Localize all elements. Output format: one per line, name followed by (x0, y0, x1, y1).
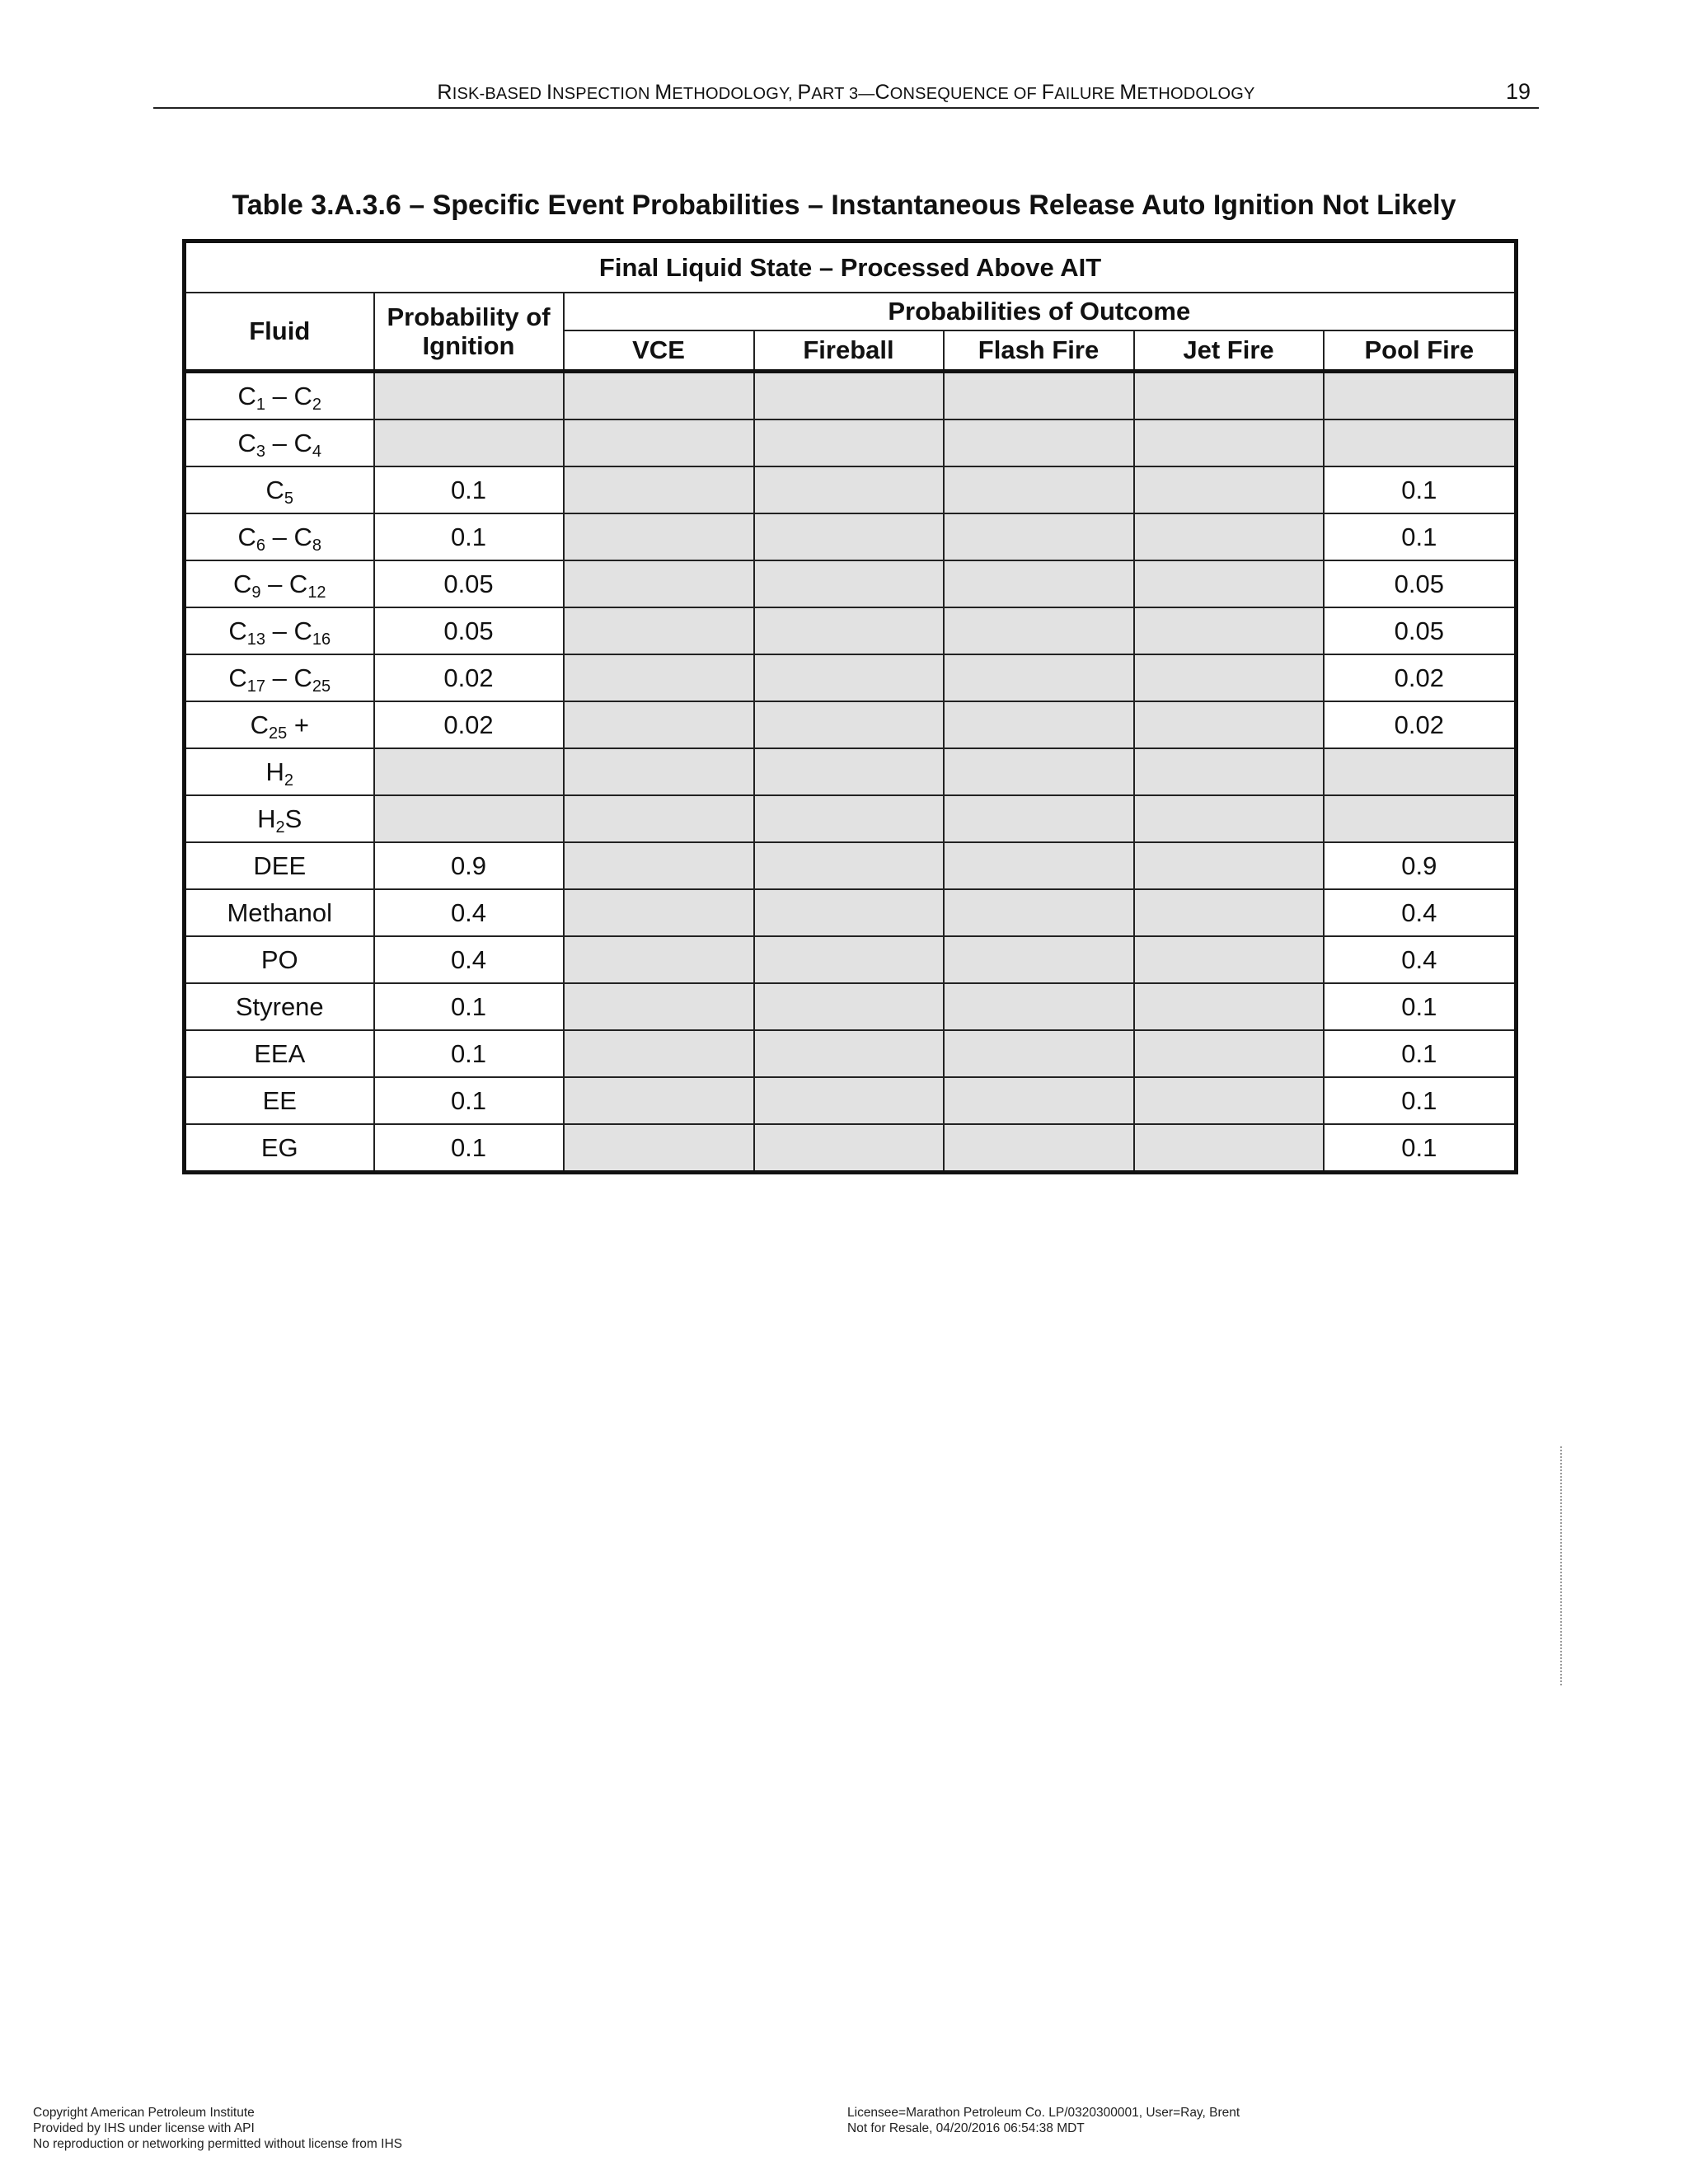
fluid-subscript: 16 (312, 630, 331, 649)
fireball-cell (754, 560, 944, 607)
fluid-subscript: 9 (251, 583, 261, 602)
table-row (185, 1030, 1517, 1077)
ignition-cell: 0.1 (374, 1124, 564, 1173)
jet-fire-cell (1134, 654, 1324, 701)
fluid-cell (185, 701, 374, 748)
flash-fire-cell (944, 372, 1134, 420)
ignition-cell: 0.1 (374, 983, 564, 1030)
fireball-cell (754, 1124, 944, 1173)
fluid-subscript: 13 (246, 630, 266, 649)
jet-fire-cell (1134, 748, 1324, 795)
flash-fire-cell (944, 936, 1134, 983)
title-text: AILURE (1054, 85, 1120, 103)
fluid-name: Methanol (227, 898, 333, 927)
table-row (185, 842, 1517, 889)
vce-cell (564, 889, 754, 936)
vce-cell (564, 513, 754, 560)
footer-line: No reproduction or networking permitted without license from IHS (33, 2137, 402, 2151)
fluid-cell (185, 1124, 374, 1173)
column-header-probability-of-ignition: Probability of Ignition (374, 293, 564, 372)
fluid-separator: – (265, 663, 294, 692)
table-row (185, 983, 1517, 1030)
pool-fire-cell: 0.1 (1324, 513, 1517, 560)
column-header-fireball: Fireball (754, 330, 944, 372)
page-number: 19 (1505, 79, 1531, 104)
fluid-subscript: 6 (256, 536, 266, 555)
flash-fire-cell (944, 466, 1134, 513)
title-initial: C (874, 81, 890, 104)
vce-cell (564, 748, 754, 795)
fireball-cell (754, 513, 944, 560)
title-initial: P (797, 81, 812, 104)
pool-fire-cell: 0.1 (1324, 983, 1517, 1030)
fireball-cell (754, 607, 944, 654)
pool-fire-cell: 0.1 (1324, 466, 1517, 513)
fluid-name: PO (260, 944, 298, 974)
vce-cell (564, 1030, 754, 1077)
title-text: ONSEQUENCE OF (889, 85, 1042, 103)
vce-cell (564, 654, 754, 701)
fluid-subscript: 2 (312, 395, 321, 414)
vce-cell (564, 795, 754, 842)
flash-fire-cell (944, 560, 1134, 607)
pool-fire-cell: 0.9 (1324, 842, 1517, 889)
column-header-pool-fire: Pool Fire (1324, 330, 1517, 372)
fluid-separator: – (265, 428, 294, 457)
jet-fire-cell (1134, 983, 1324, 1030)
pool-fire-cell: 0.4 (1324, 889, 1517, 936)
vce-cell (564, 842, 754, 889)
jet-fire-cell (1134, 1030, 1324, 1077)
probability-table (182, 239, 1518, 1174)
jet-fire-cell (1134, 607, 1324, 654)
fluid-separator: – (265, 616, 294, 645)
fluid-separator: – (260, 569, 289, 598)
jet-fire-cell (1134, 1077, 1324, 1124)
fireball-cell (754, 372, 944, 420)
fluid-subscript: 17 (246, 677, 266, 696)
fireball-cell (754, 701, 944, 748)
vce-cell (564, 983, 754, 1030)
table-row (185, 748, 1517, 795)
ignition-cell (374, 795, 564, 842)
fluid-name: C (237, 428, 256, 457)
flash-fire-cell (944, 748, 1134, 795)
footer-line: Not for Resale, 04/20/2016 06:54:38 MDT (847, 2121, 1085, 2135)
ignition-cell: 0.4 (374, 889, 564, 936)
pool-fire-cell (1324, 795, 1517, 842)
fluid-name: C (250, 710, 269, 739)
jet-fire-cell (1134, 466, 1324, 513)
pool-fire-cell: 0.1 (1324, 1077, 1517, 1124)
title-initial: M (1119, 81, 1137, 104)
title-text: ETHODOLOGY (1137, 85, 1255, 103)
vce-cell (564, 1077, 754, 1124)
pool-fire-cell (1324, 419, 1517, 466)
title-initial: M (654, 81, 673, 104)
column-header-flash-fire: Flash Fire (944, 330, 1134, 372)
title-text: NSPECTION (552, 85, 655, 103)
table-row (185, 513, 1517, 560)
flash-fire-cell (944, 1030, 1134, 1077)
fireball-cell (754, 1030, 944, 1077)
fluid-name: C (237, 381, 256, 410)
fluid-name: C (293, 522, 312, 551)
vce-cell (564, 372, 754, 420)
flash-fire-cell (944, 1077, 1134, 1124)
table-row (185, 372, 1517, 420)
pool-fire-cell: 0.4 (1324, 936, 1517, 983)
fluid-name: C (288, 569, 308, 598)
fluid-name: C (293, 616, 312, 645)
table-row (185, 560, 1517, 607)
fluid-name: C (265, 475, 284, 504)
fluid-cell (185, 372, 374, 420)
running-title (153, 81, 1539, 105)
fluid-name: H (257, 804, 276, 833)
fluid-cell (185, 983, 374, 1030)
ignition-cell: 0.9 (374, 842, 564, 889)
fluid-subscript: 12 (307, 583, 326, 602)
table-row (185, 654, 1517, 701)
fluid-cell (185, 842, 374, 889)
jet-fire-cell (1134, 936, 1324, 983)
ignition-cell: 0.02 (374, 654, 564, 701)
title-initial: I (546, 81, 553, 104)
table-row (185, 936, 1517, 983)
pool-fire-cell: 0.05 (1324, 607, 1517, 654)
footer-line: Copyright American Petroleum Institute (33, 2106, 255, 2120)
fluid-name: C (293, 381, 312, 410)
ignition-cell: 0.1 (374, 466, 564, 513)
fluid-name: C (237, 522, 256, 551)
flash-fire-cell (944, 842, 1134, 889)
ignition-cell: 0.05 (374, 560, 564, 607)
flash-fire-cell (944, 419, 1134, 466)
fluid-subscript: 4 (312, 442, 321, 461)
fluid-suffix: + (287, 710, 309, 739)
fireball-cell (754, 419, 944, 466)
jet-fire-cell (1134, 842, 1324, 889)
fluid-name: DEE (253, 851, 307, 880)
jet-fire-cell (1134, 560, 1324, 607)
title-initial: R (437, 81, 452, 104)
fireball-cell (754, 748, 944, 795)
flash-fire-cell (944, 654, 1134, 701)
jet-fire-cell (1134, 701, 1324, 748)
pool-fire-cell (1324, 372, 1517, 420)
pool-fire-cell (1324, 748, 1517, 795)
table-row (185, 607, 1517, 654)
fluid-suffix: S (284, 804, 302, 833)
fluid-separator: – (265, 381, 294, 410)
vce-cell (564, 419, 754, 466)
fluid-cell (185, 419, 374, 466)
fluid-cell (185, 513, 374, 560)
fluid-cell (185, 1030, 374, 1077)
vce-cell (564, 607, 754, 654)
flash-fire-cell (944, 701, 1134, 748)
fluid-cell (185, 936, 374, 983)
table-row (185, 1077, 1517, 1124)
pool-fire-cell: 0.1 (1324, 1124, 1517, 1173)
jet-fire-cell (1134, 795, 1324, 842)
vce-cell (564, 936, 754, 983)
fireball-cell (754, 795, 944, 842)
group-header: Final Liquid State – Processed Above AIT (185, 241, 1517, 293)
flash-fire-cell (944, 983, 1134, 1030)
column-header-fluid: Fluid (185, 293, 374, 372)
flash-fire-cell (944, 795, 1134, 842)
fluid-cell (185, 466, 374, 513)
jet-fire-cell (1134, 1124, 1324, 1173)
fluid-cell (185, 889, 374, 936)
ignition-cell (374, 372, 564, 420)
ignition-cell: 0.4 (374, 936, 564, 983)
fireball-cell (754, 654, 944, 701)
fluid-subscript: 1 (256, 395, 266, 414)
fluid-name: EEA (254, 1038, 306, 1068)
ignition-cell: 0.1 (374, 1030, 564, 1077)
fluid-cell (185, 1077, 374, 1124)
table-row (185, 889, 1517, 936)
fireball-cell (754, 842, 944, 889)
jet-fire-cell (1134, 513, 1324, 560)
footer-line: Licensee=Marathon Petroleum Co. LP/0320300001, User=Ray, Brent (847, 2106, 1240, 2120)
fluid-cell (185, 748, 374, 795)
vce-cell (564, 466, 754, 513)
fluid-subscript: 2 (275, 818, 285, 837)
fluid-name: C (232, 569, 252, 598)
pool-fire-cell: 0.02 (1324, 654, 1517, 701)
fluid-subscript: 2 (284, 771, 293, 790)
fluid-name: C (293, 663, 312, 692)
table-row (185, 1124, 1517, 1173)
table-row (185, 701, 1517, 748)
fluid-subscript: 8 (312, 536, 321, 555)
fluid-separator: – (265, 522, 294, 551)
column-header-jet-fire: Jet Fire (1134, 330, 1324, 372)
title-text: ART 3— (811, 85, 875, 103)
title-initial: F (1041, 81, 1055, 104)
vce-cell (564, 1124, 754, 1173)
footer-license (847, 2105, 1240, 2136)
table-caption: Table 3.A.3.6 – Specific Event Probabilities – Instantaneous Release Auto Ignition Not Likely (232, 190, 1456, 221)
title-text: ISK-BASED (452, 85, 546, 103)
vce-cell (564, 701, 754, 748)
ignition-cell: 0.1 (374, 1077, 564, 1124)
table-body (185, 372, 1517, 1173)
column-header-vce: VCE (564, 330, 754, 372)
table-row (185, 466, 1517, 513)
ignition-cell: 0.05 (374, 607, 564, 654)
fluid-cell (185, 560, 374, 607)
jet-fire-cell (1134, 889, 1324, 936)
fireball-cell (754, 936, 944, 983)
pool-fire-cell: 0.1 (1324, 1030, 1517, 1077)
ignition-cell (374, 419, 564, 466)
flash-fire-cell (944, 889, 1134, 936)
vce-cell (564, 560, 754, 607)
fireball-cell (754, 1077, 944, 1124)
fireball-cell (754, 983, 944, 1030)
fluid-name: H (265, 757, 284, 786)
pool-fire-cell: 0.05 (1324, 560, 1517, 607)
jet-fire-cell (1134, 419, 1324, 466)
flash-fire-cell (944, 607, 1134, 654)
margin-marker (1560, 1446, 1565, 1685)
ignition-cell: 0.02 (374, 701, 564, 748)
running-header (153, 79, 1539, 109)
fluid-name: C (228, 663, 247, 692)
footer-copyright (33, 2105, 402, 2152)
outcome-group-header: Probabilities of Outcome (564, 293, 1517, 330)
ignition-cell (374, 748, 564, 795)
fluid-name: Styrene (235, 991, 324, 1021)
fluid-cell (185, 654, 374, 701)
flash-fire-cell (944, 513, 1134, 560)
fluid-subscript: 25 (268, 724, 288, 743)
flash-fire-cell (944, 1124, 1134, 1173)
jet-fire-cell (1134, 372, 1324, 420)
ignition-cell: 0.1 (374, 513, 564, 560)
fluid-cell (185, 795, 374, 842)
fluid-cell (185, 607, 374, 654)
fluid-name: EE (262, 1085, 297, 1115)
fireball-cell (754, 889, 944, 936)
fluid-subscript: 5 (284, 489, 293, 508)
table-row (185, 795, 1517, 842)
table-row (185, 419, 1517, 466)
fluid-name: C (293, 428, 312, 457)
footer-line: Provided by IHS under license with API (33, 2121, 255, 2135)
fireball-cell (754, 466, 944, 513)
pool-fire-cell: 0.02 (1324, 701, 1517, 748)
fluid-name: EG (260, 1132, 298, 1162)
title-text: ETHODOLOGY, (672, 85, 798, 103)
fluid-subscript: 25 (312, 677, 331, 696)
fluid-name: C (228, 616, 247, 645)
fluid-subscript: 3 (256, 442, 266, 461)
